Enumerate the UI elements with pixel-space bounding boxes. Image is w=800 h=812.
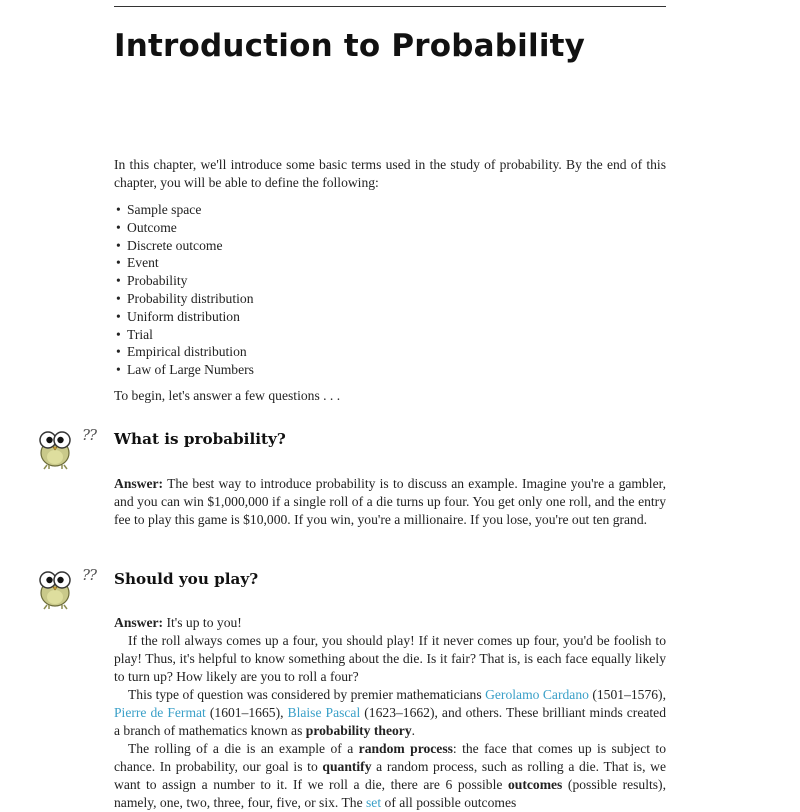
top-rule (114, 6, 666, 7)
term-outcomes: outcomes (507, 777, 563, 792)
link-cardano[interactable]: Gerolamo Cardano (485, 687, 589, 702)
list-item: • Uniform distribution (114, 308, 254, 326)
list-item: • Outcome (114, 219, 254, 237)
to-begin-text: To begin, let's answer a few questions . . . (114, 388, 341, 403)
link-pascal[interactable]: Blaise Pascal (287, 705, 361, 720)
paragraph-random-process: The rolling of a die is an example of a random process: the face that comes up is subject to chance. In probability, our goal is to quantify a random process, such as rolling a die. That is, we want to assign a number to it. If we roll a die, there are 6 possible outcomes (possible results), namely, one, two, three, four, five, or six. The set of all possible outcomes (114, 741, 666, 810)
question-should-you-play (36, 566, 666, 610)
link-fermat[interactable]: Pierre de Fermat (114, 705, 206, 720)
list-item: • Sample space (114, 201, 254, 219)
list-item: • Empirical distribution (114, 343, 254, 361)
terms-list (114, 201, 254, 379)
question-heading: What is probability? (114, 430, 286, 448)
paragraph-fair-die: If the roll always comes up a four, you should play! If it never comes up four, you'd be foolish to play! Thus, it's helpful to know something about the die. Is it fair? That is, is each face equally likely to turn up? How likely are you to roll a four? (114, 633, 666, 684)
link-set[interactable]: set (366, 795, 382, 810)
question-what-is-probability (36, 426, 666, 470)
chapter-title: Introduction to Probability (114, 28, 586, 64)
question-marks: ?? (82, 566, 97, 584)
owl-icon (36, 566, 80, 610)
list-item: • Law of Large Numbers (114, 361, 254, 379)
paragraph-mathematicians: This type of question was considered by premier mathematicians Gerolamo Cardano (1501–1576), Pierre de Fermat (1601–1665), Blaise Pascal (1623–1662), and others. These brilliant minds created a branch of mathematics known as probability theory. (114, 687, 666, 738)
list-item: • Probability (114, 272, 254, 290)
answer-1-paragraph (114, 475, 666, 529)
answer-text: It's up to you! (163, 615, 242, 630)
answer-2-body (114, 614, 666, 812)
term-probability-theory: probability theory (305, 723, 412, 738)
term-quantify: quantify (322, 759, 372, 774)
list-item: • Trial (114, 326, 254, 344)
answer-label: Answer: (114, 476, 164, 491)
list-item: • Discrete outcome (114, 237, 254, 255)
question-marks: ?? (82, 426, 97, 444)
owl-icon (36, 426, 80, 470)
answer-label: Answer: (114, 615, 164, 630)
list-item: • Probability distribution (114, 290, 254, 308)
question-heading: Should you play? (114, 570, 259, 588)
term-random-process: random process (358, 741, 453, 756)
intro-paragraph: In this chapter, we'll introduce some basic terms used in the study of probability. By the end of this chapter, you will be able to define the following: (114, 157, 666, 190)
answer-text: The best way to introduce probability is to discuss an example. Imagine you're a gambler, and you can win $1,000,000 if a single roll of a die turns up four. You get only one roll, and the entry fee to play this game is $10,000. If you win, you're a millionaire. If you lose, you're out ten grand. (114, 476, 666, 527)
list-item: • Event (114, 254, 254, 272)
